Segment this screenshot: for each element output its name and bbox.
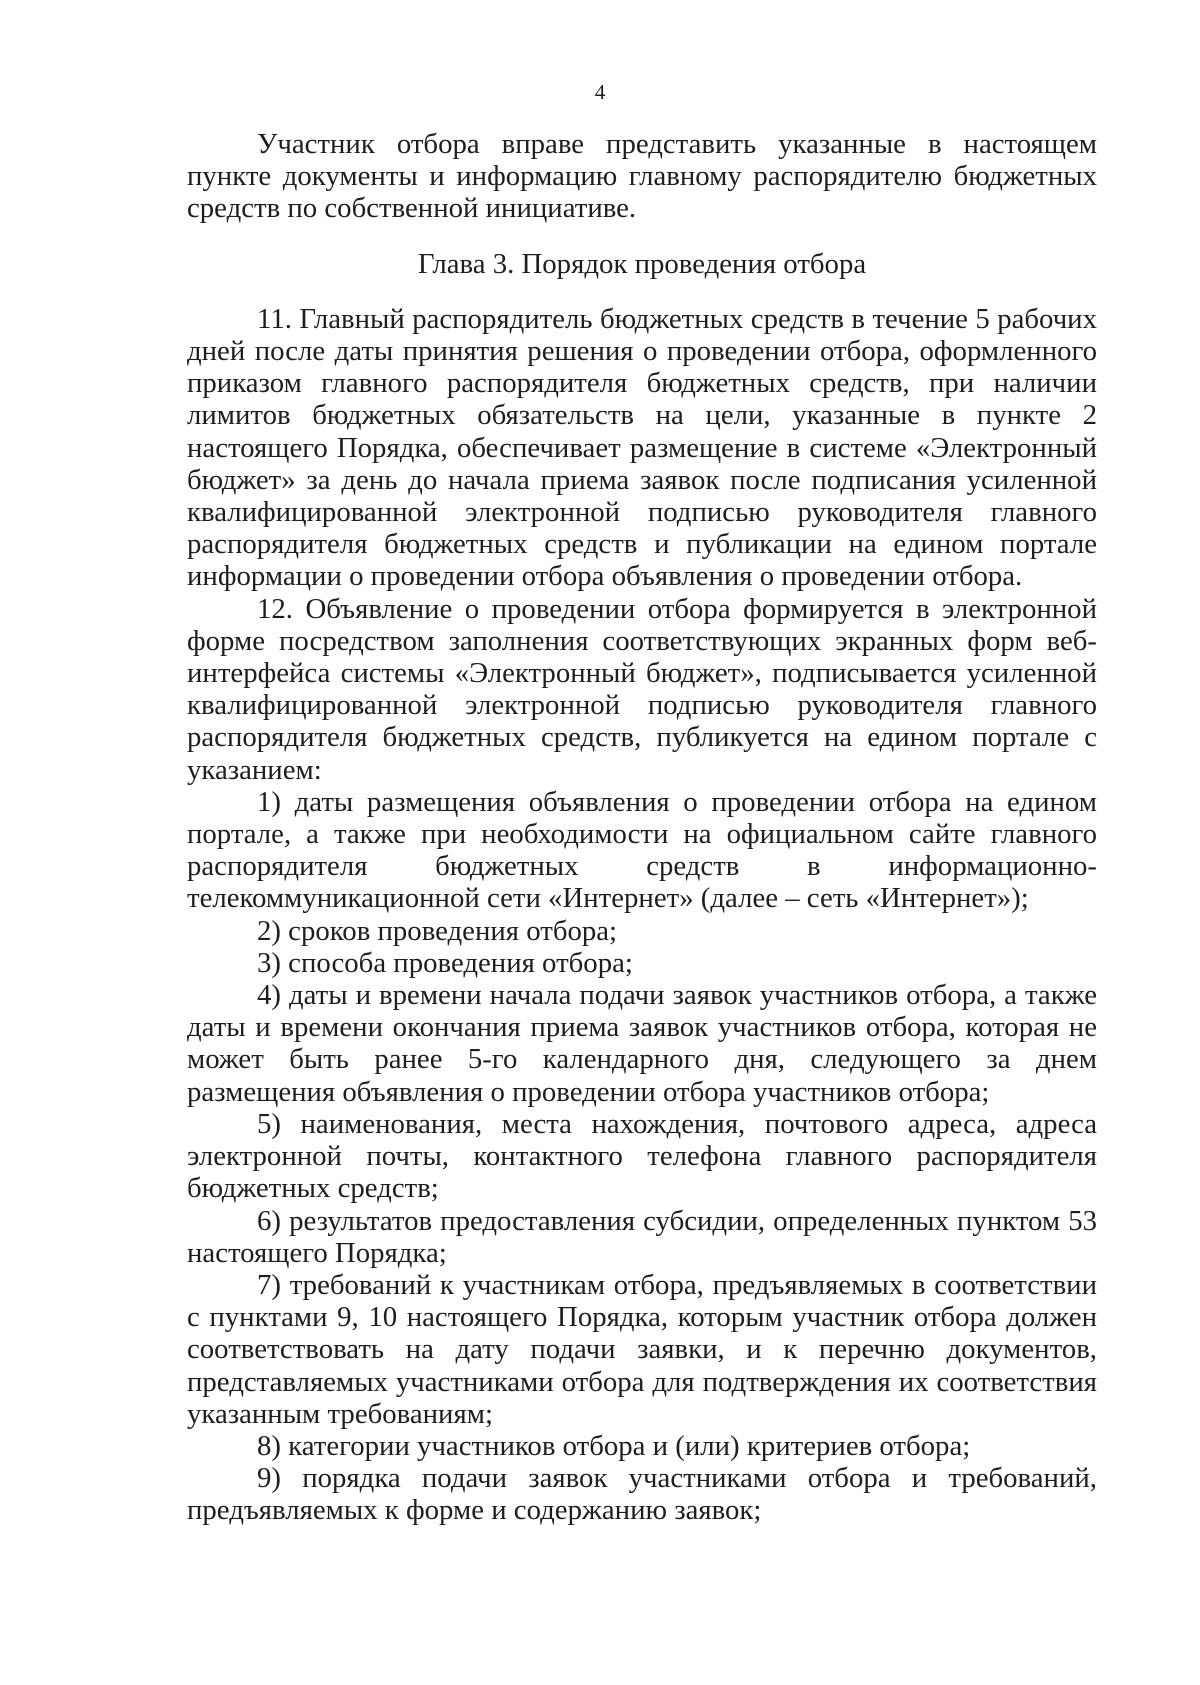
list-item-2: 2) сроков проведения отбора; [257,914,618,947]
paragraph-11: 11. Главный распорядитель бюджетных средств в течение 5 рабочих дней после даты принятия решения о проведении отбора, оформленного приказом главного распорядителя бюджетных средств, при наличии лимитов бюджетных обязательств на цели, указанные в пункте 2 настоящего Порядка, обеспечивает размещение в системе «Электронный бюджет» за день до начала приема заявок после подписания усиленной квалифицированной электронной подписью руководителя главного распорядителя бюджетных средств и публикации на едином портале информации о проведении отбора объявления о проведении отбора. [187,302,1097,593]
list-item-3: 3) способа проведения отбора; [257,946,633,979]
page-number: 4 [594,80,606,104]
chapter-title: Глава 3. Порядок проведения отбора [417,247,867,280]
list-item-5: 5) наименования, места нахождения, почтового адреса, адреса электронной почты, контактного телефона главного распорядителя бюджетных средств; [187,1107,1097,1205]
list-item-9: 9) порядка подачи заявок участниками отбора и требований, предъявляемых к форме и содержанию заявок; [187,1462,1097,1527]
document-body [187,128,1097,1527]
list-item-4: 4) даты и времени начала подачи заявок участников отбора, а также даты и времени окончания приема заявок участников отбора, которая не может быть ранее 5-го календарного дня, следующего за днем размещения объявления о проведении отбора участников отбора; [187,979,1097,1108]
list-item-1: 1) даты размещения объявления о проведении отбора на едином портале, а также при необходимости на официальном сайте главного распорядителя бюджетных средств в информационно-телекоммуникационной сети «Интернет» (далее – сеть «Интернет»); [187,785,1097,915]
paragraph-12: 12. Объявление о проведении отбора формируется в электронной форме посредством заполнения соответствующих экранных форм веб-интерфейса системы «Электронный бюджет», подписывается усиленной квалифицированной электронной подписью руководителя главного распорядителя бюджетных средств, публикуется на едином портале с указанием: [187,592,1097,786]
list-item-7: 7) требований к участникам отбора, предъявляемых в соответствии с пунктами 9, 10 настоящего Порядка, которым участник отбора должен соответствовать на дату подачи заявки, и к перечню документов, представляемых участниками отбора для подтверждения их соответствия указанным требованиям; [187,1268,1097,1430]
list-item-8: 8) категории участников отбора и (или) критериев отбора; [257,1429,971,1462]
list-item-6: 6) результатов предоставления субсидии, определенных пунктом 53 настоящего Порядка; [187,1204,1097,1269]
intro-paragraph: Участник отбора вправе представить указанные в настоящем пункте документы и информацию главному распорядителю бюджетных средств по собственной инициативе. [187,128,1097,225]
